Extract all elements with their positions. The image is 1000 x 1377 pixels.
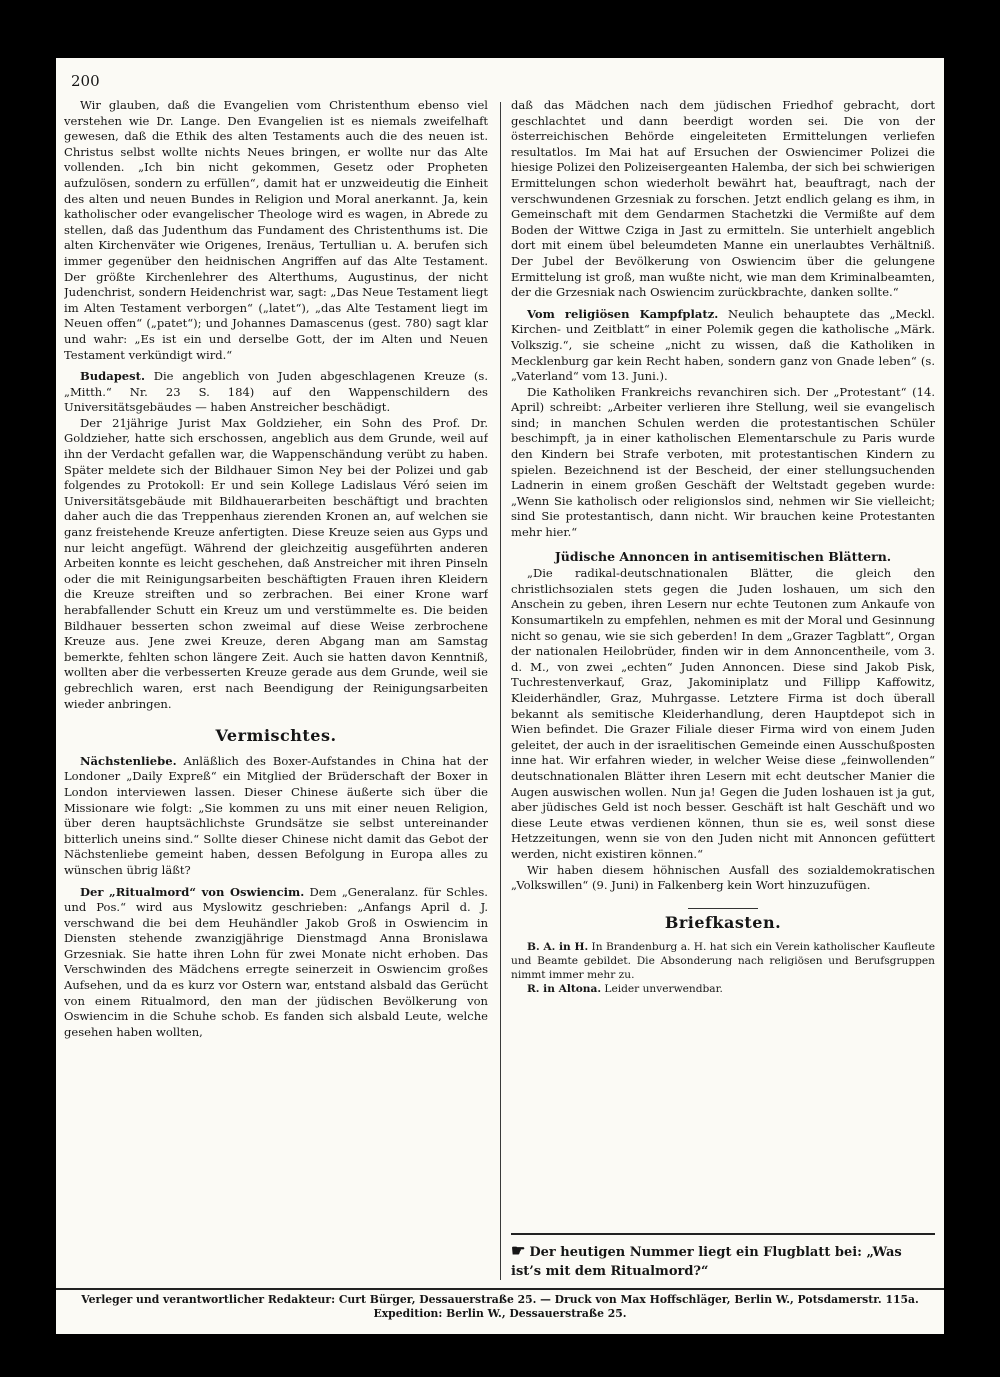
pointing-hand-icon: ☛ (511, 1241, 526, 1260)
naechstenliebe-text: Anläßlich des Boxer-Aufstandes in China hat der Londoner „Daily Expreß“ ein Mitglied der Brüderschaft der Boxer in London interviewen lassen. Dieser Chinese äußerte sich über die Missionare wie folgt: „Sie kommen zu uns mit einer neuen Religion, über deren hauptsächlichste Grundsätze sie selbst untereinander bitterlich uneins sind.“ Sollte dieser Chinese nicht damit das Gebot der Nächstenliebe gemeint haben, dessen Befolgung in Europa alles zu wünschen übrig läßt? (64, 753, 488, 877)
flyer-notice-text: Der heutigen Nummer liegt ein Flugblatt bei: „Was ist’s mit dem Ritualmord?“ (511, 1245, 902, 1279)
paragraph-kampfplatz (511, 307, 935, 385)
section-title-vermischtes: Vermischtes. (215, 726, 337, 746)
paragraph-goldzieher: Der 21jährige Jurist Max Goldzieher, ein Sohn des Prof. Dr. Goldzieher, hatte sich erschossen, angeblich aus dem Grunde, weil auf ihn der Verdacht gefallen war, die Wappenschändung verübt zu haben. Später meldete sich der Bildhauer Simon Ney bei der Polizei und gab folgendes zu Protokoll: Er und sein Kollege Ladislaus Véró seien im Universitätsgebäude mit Bildhauerarbeiten beschäftigt und brachten daher auch die das Treppenhaus zierenden Kronen an, auf welchen sie ganz freistehende Kreuze anfertigten. Diese Kreuze seien aus Gyps und nur leicht angefügt. Während der gleichzeitig ausgeführten anderen Arbeiten konnte es leicht geschehen, daß Anstreicher mit ihren Pinseln oder die mit Reinigungsarbeiten beschäftigten Frauen ihren Kleidern die Kreuze streiften und so zerbrachen. Bei einer Krone warf herabfallender Schutt ein Kreuz um und verstümmelte es. Die beiden Bildhauer besserten schon zweimal auf diese Weise zerbrochene Kreuze aus. Jene zwei Kreuze, deren Abgang man am Samstag bemerkte, fehlten schon längere Zeit. Auch sie hatten davon Kenntniß, wollten aber die verbesserten Kreuze gerade aus dem Grunde, weil sie gebrechlich waren, erst nach Beendigung der Reinigungsarbeiten wieder anbringen. (64, 415, 488, 711)
heading-budapest: Budapest. (80, 369, 145, 384)
section-title-briefkasten: Briefkasten. (664, 912, 782, 932)
letter-altona (511, 982, 935, 996)
paragraph-gospels: Wir glauben, daß die Evangelien vom Christenthum ebenso viel verstehen wie Dr. Lange. Den Evangelien ist es niemals zweifelhaft gewesen, daß die Ethik des alten Testaments auch die des neuen ist. Christus selbst wollte nichts Neues bringen, er wollte nur das Alte vollenden. „Ich bin nicht gekommen, Gesetz oder Propheten aufzulösen, sondern zu erfüllen“, damit hat er unzweideutig die Einheit des alten und neuen Bundes in Religion und Moral anerkannt. Ja, kein katholischer oder evangelischer Theologe wird es wagen, in Abrede zu stellen, daß das Judenthum das Fundament des Christenthums ist. Die alten Kirchenväter wie Origenes, Irenäus, Tertullian u. A. berufen sich immer gegenüber den heidnischen Angriffen auf das Alte Testament. Der größte Kirchenlehrer des Alterthums, Augustinus, der nicht Judenchrist, sondern Heidenchrist war, sagt: „Das Neue Testament liegt im Alten Testament verborgen“ („latet“), „das Alte Testament liegt im Neuen offen“ („patet“); und Johannes Damascenus (gest. 780) sagt klar und wahr: „Es ist ein und derselbe Gott, der im Alten und Neuen Testament verkündigt wird.“ (64, 98, 488, 362)
column-divider (500, 102, 501, 1280)
letter-altona-head: R. in Altona. (527, 983, 602, 996)
ritualmord-text: Dem „Generalanz. für Schles. und Pos.“ wird aus Myslowitz geschrieben: „Anfangs April d. J. verschwand die bei dem Heuhändler Jakob Groß in Oswiencim in Diensten stehende zwanzigjährige Dienstmagd Anna Bronislawa Grzesniak. Sie hatte ihren Lohn für zwei Monate nicht erhoben. Das Verschwinden des Mädchens erregte seinerzeit in Oswiencim großes Aufsehen, und da es kurz vor Ostern war, entstand alsbald das Gerücht von einem Ritualmord, den man der jüdischen Bevölkerung von Oswiencim in die Schuhe schob. Es fanden sich alsbald Leute, welche gesehen haben wollten, (64, 884, 488, 1039)
newspaper-page (56, 58, 944, 1334)
heading-annoncen: Jüdische Annoncen in antisemitischen Blättern. (554, 548, 892, 564)
flyer-notice (511, 1233, 935, 1281)
letter-bah-text: In Brandenburg a. H. hat sich ein Verein katholischer Kaufleute und Beamte gebildet. Die Absonderung nach religiösen und Berufsgruppen nimmt immer mehr zu. (511, 941, 935, 982)
letter-bah (511, 940, 935, 982)
heading-kampfplatz: Vom religiösen Kampfplatz. (527, 306, 719, 321)
paragraph-budapest (64, 369, 488, 416)
page-number: 200 (71, 72, 100, 90)
letter-bah-head: B. A. in H. (527, 941, 589, 954)
paragraph-volkswillen: Wir haben diesem höhnischen Ausfall des sozialdemokratischen „Volkswillen“ (9. Juni) in Falkenberg kein Wort hinzuzufügen. (511, 862, 935, 893)
short-divider (688, 908, 758, 909)
kampfplatz-text: Neulich behauptete das „Meckl. Kirchen- und Zeitblatt“ in einer Polemik gegen die katholische „Märk. Volkszig.“, sie scheine „nicht zu wissen, daß die Katholiken in Mecklenburg gar kein Recht haben, sondern ganz von Gnade leben“ (s. „Vaterland“ vom 13. Juni.). (511, 306, 935, 384)
imprint-footer (56, 1288, 944, 1321)
paragraph-annoncen: „Die radikal-deutschnationalen Blätter, die gleich den christlichsozialen stets gegen die Juden loshauen, um sich den Anschein zu geben, ihren Lesern nur echte Teutonen zum Ankaufe von Konsumartikeln zu empfehlen, nehmen es mit der Moral und Gesinnung nicht so genau, wie sie sich geberden! In dem „Grazer Tagblatt“, Organ der nationalen Heilobrüder, finden wir in dem Annoncentheile, vom 3. d. M., von zwei „echten“ Juden Annoncen. Diese sind Jakob Pisk, Tuchrestenverkauf, Graz, Jakominiplatz und Fillipp Kaffowitz, Kleiderhändler, Graz, Muhrgasse. Letztere Firma ist doch überall bekannt als semitische Kleiderhandlung, deren Hauptdepot sich in Wien befindet. Die Grazer Filiale dieser Firma wird von einem Juden geleitet, der auch in der israelitischen Gemeinde einen Ausschußposten inne hat. Wir erfahren wieder, in welcher Weise diese „feinwollenden“ deutschnationalen Blätter ihren Lesern mit echt deutscher Manier die Augen auswischen wollen. Nun ja! Gegen die Juden loshauen ist ja gut, aber jüdisches Geld ist noch besser. Geschäft ist halt Geschäft und wo diese Leute etwas verdienen können, thun sie es, weil sonst diese Hetzzeitungen, wenn sie von den Juden nicht mit Annoncen gefüttert werden, nicht existiren können.“ (511, 566, 935, 861)
heading-naechstenliebe: Nächstenliebe. (80, 753, 177, 768)
left-column (64, 98, 488, 1283)
right-column (511, 98, 935, 1218)
letter-altona-text: Leider unverwendbar. (601, 983, 723, 996)
budapest-text: Die angeblich von Juden abgeschlagenen Kreuze (s. „Mitth.“ Nr. 23 S. 184) auf den Wappenschildern des Universitätsgebäudes — haben Anstreicher beschädigt. (64, 369, 488, 415)
paragraph-ritualmord-continued: daß das Mädchen nach dem jüdischen Friedhof gebracht, dort geschlachtet und dann beerdigt worden sei. Die von der österreichischen Behörde eingeleiteten Ermittelungen verliefen resultatlos. Im Mai hat auf Ersuchen der Oswiencimer Polizei die hiesige Polizei den Polizeisergeanten Halemba, der sich bei schwierigen Ermittelungen schon wiederholt bewährt hat, beauftragt, nach der verschwundenen Grzesniak zu forschen. Jetzt endlich gelang es ihm, in Gemeinschaft mit dem Gendarmen Stachetzki die Vermißte auf dem Boden der Wittwe Cziga in Jast zu ermitteln. Sie unterhielt angeblich dort mit einem übel beleumdeten Manne ein unerlaubtes Verhältniß. Der Jubel der Bevölkerung von Oswiencim über die gelungene Ermittelung ist groß, man wußte nicht, wie man dem Kriminalbeamten, der die Grzesniak nach Oswiencim zurückbrachte, danken sollte.“ (511, 98, 935, 300)
paragraph-frankreich: Die Katholiken Frankreichs revanchiren sich. Der „Protestant“ (14. April) schreibt: „Arbeiter verlieren ihre Stellung, weil sie evangelisch sind; in manchen Schulen werden die protestantischen Schüler beschimpft, ja in einer katholischen Elementarschule zu Paris wurde den Kindern bei Strafe verboten, mit protestantischen Kindern zu spielen. Bezeichnend ist der Bescheid, der einer stellungsuchenden Ladnerin in einem großen Geschäft der Weltstadt gegeben wurde: „Wenn Sie katholisch oder religionslos sind, nehmen wir Sie vielleicht; sind Sie protestantisch, dann nicht. Wir brauchen keine Protestanten mehr hier.“ (511, 384, 935, 540)
paragraph-ritualmord (64, 885, 488, 1041)
heading-ritualmord: Der „Ritualmord“ von Oswiencim. (80, 884, 305, 899)
imprint-line-2: Expedition: Berlin W., Dessauerstraße 25. (373, 1307, 627, 1320)
paragraph-naechstenliebe (64, 754, 488, 879)
imprint-line-1: Verleger und verantwortlicher Redakteur: Curt Bürger, Dessauerstraße 25. — Druck von Max Hoffschläger, Berlin W., Potsdamerstr. 115a. (81, 1293, 919, 1306)
